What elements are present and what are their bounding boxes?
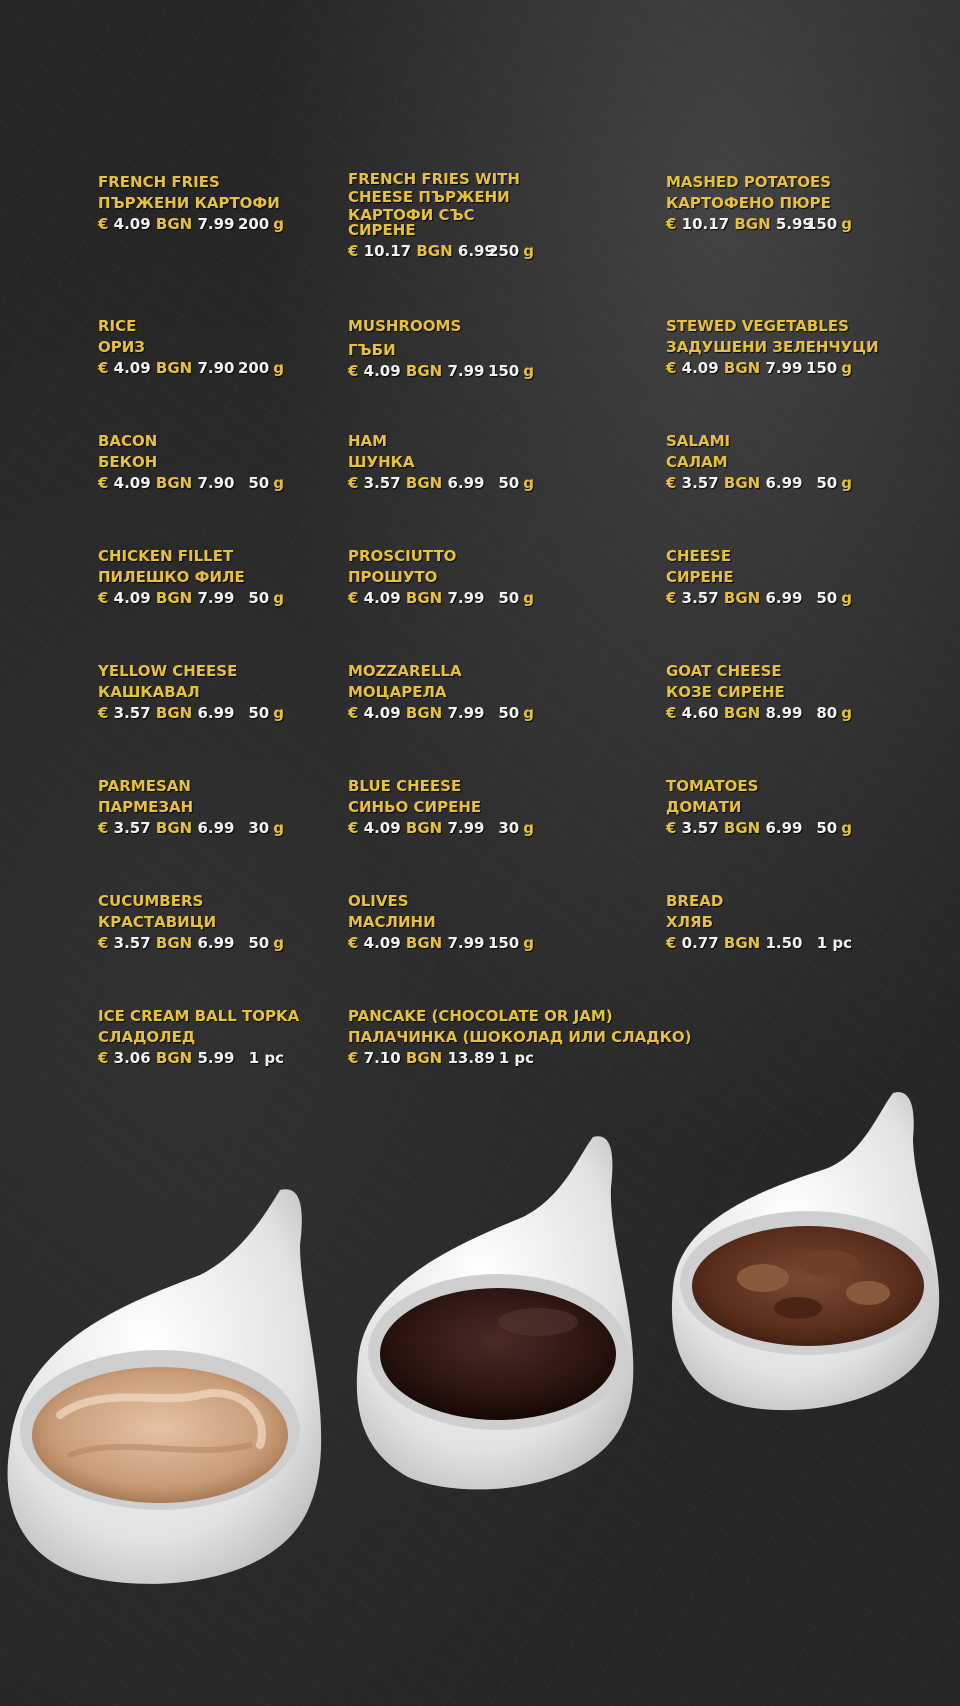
currency-bgn: BGN [155, 704, 193, 722]
menu-item [98, 661, 284, 724]
weight-value: 50 [248, 474, 270, 492]
euro-symbol: € [98, 819, 109, 837]
weight-value: 50 [816, 819, 838, 837]
price-eur: 3.57 [681, 589, 719, 607]
item-weight [474, 473, 534, 494]
item-weight [474, 703, 534, 724]
weight-unit: g [273, 589, 284, 607]
item-name-bg: КОЗЕ СИРЕНЕ [666, 683, 785, 701]
item-name-bg: САЛАМ [666, 453, 728, 471]
menu-item [666, 316, 879, 379]
weight-value: 150 [805, 359, 838, 377]
euro-symbol: € [348, 934, 359, 952]
euro-symbol: € [666, 359, 677, 377]
item-name-bg: СИРЕНЕ [666, 568, 734, 586]
price-bgn: 5.99 [197, 1049, 235, 1067]
currency-bgn: BGN [405, 704, 443, 722]
price-eur: 4.09 [363, 819, 401, 837]
mushroom-sauce-spoon-icon [668, 1088, 958, 1438]
weight-unit: g [523, 589, 534, 607]
weight-value: 50 [498, 704, 520, 722]
currency-bgn: BGN [155, 934, 193, 952]
price-bgn: 7.99 [197, 589, 235, 607]
currency-bgn: BGN [405, 1049, 443, 1067]
price-bgn: 13.89 [447, 1049, 495, 1067]
menu-item [348, 661, 534, 724]
item-weight [792, 214, 852, 235]
euro-symbol: € [98, 934, 109, 952]
item-weight [474, 1048, 534, 1069]
currency-bgn: BGN [405, 362, 443, 380]
euro-symbol: € [666, 934, 677, 952]
euro-symbol: € [666, 819, 677, 837]
menu-item [98, 431, 284, 494]
currency-bgn: BGN [155, 359, 193, 377]
item-price [666, 473, 852, 494]
weight-value: 30 [498, 819, 520, 837]
price-eur: 3.57 [113, 704, 151, 722]
price-bgn: 6.99 [447, 474, 485, 492]
currency-bgn: BGN [723, 589, 761, 607]
currency-bgn: BGN [723, 819, 761, 837]
euro-symbol: € [348, 242, 359, 260]
weight-unit: g [841, 819, 852, 837]
item-weight [224, 1048, 284, 1069]
weight-value: 200 [237, 359, 270, 377]
item-name-en: CHICKEN FILLET [98, 547, 234, 565]
price-bgn: 7.99 [765, 359, 803, 377]
weight-unit: g [273, 359, 284, 377]
item-weight [792, 818, 852, 839]
price-bgn: 7.99 [447, 934, 485, 952]
weight-value: 200 [237, 215, 270, 233]
currency-bgn: BGN [405, 589, 443, 607]
menu-item [98, 172, 284, 235]
item-price [348, 1048, 691, 1069]
weight-value: 50 [248, 934, 270, 952]
item-weight [474, 361, 534, 382]
weight-unit: g [273, 704, 284, 722]
item-price [98, 818, 284, 839]
price-eur: 7.10 [363, 1049, 401, 1067]
euro-symbol: € [348, 589, 359, 607]
weight-value: 80 [816, 704, 838, 722]
currency-bgn: BGN [734, 215, 771, 233]
item-name-en: PARMESAN [98, 777, 191, 795]
item-price [348, 473, 534, 494]
menu-item [666, 891, 852, 954]
menu-item [98, 546, 284, 609]
item-price [666, 214, 852, 235]
item-name-bg-line2: КАРТОФИ СЪС [348, 206, 475, 224]
menu-item [666, 172, 852, 235]
item-price [348, 818, 534, 839]
price-bgn: 7.99 [447, 589, 485, 607]
item-price [98, 933, 284, 954]
price-eur: 4.09 [113, 474, 151, 492]
item-price [98, 703, 284, 724]
item-price [348, 361, 534, 382]
item-name-bg: МОЦАРЕЛА [348, 683, 447, 701]
item-weight [224, 703, 284, 724]
item-name-en: MUSHROOMS [348, 317, 462, 335]
menu-item [666, 431, 852, 494]
weight-value: 1 pc [248, 1049, 284, 1067]
price-bgn: 6.99 [765, 474, 803, 492]
item-weight [474, 241, 534, 262]
item-price [666, 588, 852, 609]
price-bgn: 6.99 [457, 242, 495, 260]
currency-bgn: BGN [405, 474, 443, 492]
item-name-bg: ОРИЗ [98, 338, 145, 356]
menu-item [666, 776, 852, 839]
euro-symbol: € [348, 819, 359, 837]
euro-symbol: € [348, 704, 359, 722]
euro-symbol: € [666, 704, 677, 722]
item-weight [224, 588, 284, 609]
euro-symbol: € [348, 474, 359, 492]
item-weight [224, 473, 284, 494]
weight-unit: g [273, 474, 284, 492]
menu-item [348, 776, 534, 839]
item-name-en: MASHED POTATOES [666, 173, 832, 191]
menu-item [348, 170, 534, 262]
soy-sauce-spoon-icon [353, 1132, 653, 1502]
weight-value: 50 [816, 589, 838, 607]
item-name-en: CHEESE [666, 547, 732, 565]
price-eur: 3.57 [113, 819, 151, 837]
currency-bgn: BGN [405, 819, 443, 837]
menu-item [98, 316, 284, 379]
euro-symbol: € [348, 362, 359, 380]
item-name-en: BLUE CHEESE [348, 777, 462, 795]
item-price [98, 473, 284, 494]
item-name-bg: CHEESE ПЪРЖЕНИ [348, 188, 510, 206]
weight-unit: g [841, 474, 852, 492]
weight-value: 50 [248, 589, 270, 607]
item-price [98, 588, 284, 609]
weight-unit: g [523, 362, 534, 380]
item-name-en: GOAT CHEESE [666, 662, 782, 680]
price-eur: 3.57 [681, 474, 719, 492]
currency-bgn: BGN [723, 474, 761, 492]
menu-item [348, 1006, 691, 1069]
weight-value: 150 [487, 934, 520, 952]
item-name-bg: ЗАДУШЕНИ ЗЕЛЕНЧУЦИ [666, 338, 879, 356]
item-name-bg: МАСЛИНИ [348, 913, 436, 931]
item-name-bg: КРАСТАВИЦИ [98, 913, 217, 931]
menu-item [98, 1006, 299, 1069]
item-price [98, 214, 284, 235]
price-eur: 10.17 [363, 242, 412, 260]
price-eur: 3.57 [681, 819, 719, 837]
price-bgn: 7.99 [197, 215, 235, 233]
item-price [666, 703, 852, 724]
price-eur: 4.60 [681, 704, 719, 722]
euro-symbol: € [666, 215, 677, 233]
euro-symbol: € [666, 474, 677, 492]
currency-bgn: BGN [405, 934, 443, 952]
weight-value: 50 [498, 589, 520, 607]
price-bgn: 7.90 [197, 359, 235, 377]
price-eur: 10.17 [681, 215, 730, 233]
currency-bgn: BGN [155, 215, 193, 233]
price-bgn: 7.99 [447, 704, 485, 722]
currency-bgn: BGN [416, 242, 453, 260]
euro-symbol: € [98, 1049, 109, 1067]
item-name-bg: ПИЛЕШКО ФИЛЕ [98, 568, 245, 586]
price-bgn: 6.99 [765, 819, 803, 837]
weight-unit: g [841, 704, 852, 722]
item-name-bg: ПРОШУТО [348, 568, 438, 586]
item-weight [792, 933, 852, 954]
item-price [348, 588, 534, 609]
euro-symbol: € [666, 589, 677, 607]
item-weight [792, 473, 852, 494]
price-eur: 4.09 [113, 215, 151, 233]
menu-item [666, 661, 852, 724]
weight-value: 1 pc [816, 934, 852, 952]
price-bgn: 7.99 [447, 819, 485, 837]
menu-item [348, 316, 534, 382]
weight-unit: g [841, 589, 852, 607]
item-name-en: STEWED VEGETABLES [666, 317, 849, 335]
menu-item [348, 431, 534, 494]
price-bgn: 6.99 [197, 819, 235, 837]
weight-value: 30 [248, 819, 270, 837]
currency-bgn: BGN [723, 359, 761, 377]
item-price [666, 933, 852, 954]
weight-unit: g [523, 934, 534, 952]
euro-symbol: € [348, 1049, 359, 1067]
price-eur: 0.77 [681, 934, 719, 952]
price-bgn: 6.99 [197, 934, 235, 952]
price-eur: 4.09 [363, 589, 401, 607]
item-price [98, 1048, 299, 1069]
item-price [348, 703, 534, 724]
weight-value: 50 [498, 474, 520, 492]
currency-bgn: BGN [155, 474, 193, 492]
price-eur: 3.57 [363, 474, 401, 492]
item-name-bg: ПЪРЖЕНИ КАРТОФИ [98, 194, 280, 212]
item-name-en: RICE [98, 317, 137, 335]
menu-item [666, 546, 852, 609]
item-name-bg: СИНЬО СИРЕНЕ [348, 798, 482, 816]
euro-symbol: € [98, 359, 109, 377]
weight-unit: g [841, 215, 852, 233]
weight-unit: g [523, 704, 534, 722]
price-eur: 4.09 [363, 934, 401, 952]
item-name-en: FRENCH FRIES [98, 173, 220, 191]
weight-unit: g [841, 359, 852, 377]
price-eur: 4.09 [363, 704, 401, 722]
item-name-bg: БЕКОН [98, 453, 158, 471]
item-name-bg: ДОМАТИ [666, 798, 742, 816]
item-weight [792, 588, 852, 609]
price-bgn: 6.99 [197, 704, 235, 722]
price-eur: 3.06 [113, 1049, 151, 1067]
euro-symbol: € [98, 589, 109, 607]
price-eur: 4.09 [681, 359, 719, 377]
weight-value: 150 [805, 215, 838, 233]
item-name-bg: ШУНКА [348, 453, 415, 471]
weight-value: 50 [816, 474, 838, 492]
item-weight [224, 933, 284, 954]
item-name-en: TOMATOES [666, 777, 759, 795]
item-price [98, 358, 284, 379]
weight-unit: g [273, 819, 284, 837]
euro-symbol: € [98, 215, 109, 233]
item-weight [792, 358, 852, 379]
garlic-sauce-spoon-icon [0, 1185, 340, 1605]
menu-item [348, 546, 534, 609]
price-eur: 4.09 [113, 589, 151, 607]
price-eur: 3.57 [113, 934, 151, 952]
item-price [348, 241, 534, 262]
menu-item [98, 891, 284, 954]
weight-value: 250 [487, 242, 520, 260]
item-weight [474, 818, 534, 839]
price-eur: 4.09 [113, 359, 151, 377]
item-weight [474, 588, 534, 609]
menu-item [348, 891, 534, 954]
item-name-bg: КАШКАВАЛ [98, 683, 200, 701]
item-name-en: ICE CREAM BALL ТОPKA [98, 1007, 300, 1025]
item-name-bg: КАРТОФЕНО ПЮРЕ [666, 194, 831, 212]
weight-value: 1 pc [498, 1049, 534, 1067]
price-bgn: 7.99 [447, 362, 485, 380]
currency-bgn: BGN [155, 819, 193, 837]
weight-unit: g [273, 215, 284, 233]
weight-unit: g [523, 819, 534, 837]
weight-unit: g [273, 934, 284, 952]
euro-symbol: € [98, 474, 109, 492]
item-name-bg-line3: СИРЕНЕ [348, 221, 416, 239]
item-name-en: BREAD [666, 892, 724, 910]
item-name-bg: ПАРМЕЗАН [98, 798, 194, 816]
weight-unit: g [523, 242, 534, 260]
item-name-en: PANCAKE (CHOCOLATE OR JAM) [348, 1007, 613, 1025]
item-name-en: MOZZARELLA [348, 662, 462, 680]
item-weight [224, 818, 284, 839]
item-name-en: YELLOW CHEESE [98, 662, 238, 680]
item-weight [224, 358, 284, 379]
menu-item [98, 776, 284, 839]
item-name-bg: ГЪБИ [348, 341, 396, 359]
item-name-bg: ХЛЯБ [666, 913, 714, 931]
item-name-en: BACON [98, 432, 158, 450]
currency-bgn: BGN [155, 1049, 193, 1067]
currency-bgn: BGN [155, 589, 193, 607]
price-bgn: 6.99 [765, 589, 803, 607]
item-name-bg: ПАЛАЧИНКА (ШОКОЛАД ИЛИ СЛАДКО) [348, 1028, 692, 1046]
item-price [666, 818, 852, 839]
price-bgn: 8.99 [765, 704, 803, 722]
item-name-bg: СЛАДОЛЕД [98, 1028, 196, 1046]
price-bgn: 5.99 [775, 215, 813, 233]
currency-bgn: BGN [723, 704, 761, 722]
price-bgn: 7.90 [197, 474, 235, 492]
item-price [348, 933, 534, 954]
item-name-en: FRENCH FRIES WITH [348, 170, 520, 188]
item-name-en: SALAMI [666, 432, 731, 450]
item-weight [224, 214, 284, 235]
price-bgn: 1.50 [765, 934, 803, 952]
euro-symbol: € [98, 704, 109, 722]
item-name-en: CUCUMBERS [98, 892, 204, 910]
item-price [666, 358, 879, 379]
item-weight [792, 703, 852, 724]
item-weight [474, 933, 534, 954]
item-name-en: OLIVES [348, 892, 409, 910]
weight-unit: g [523, 474, 534, 492]
weight-value: 150 [487, 362, 520, 380]
price-eur: 4.09 [363, 362, 401, 380]
item-name-en: HAM [348, 432, 388, 450]
item-name-en: PROSCIUTTO [348, 547, 457, 565]
weight-value: 50 [248, 704, 270, 722]
currency-bgn: BGN [723, 934, 761, 952]
